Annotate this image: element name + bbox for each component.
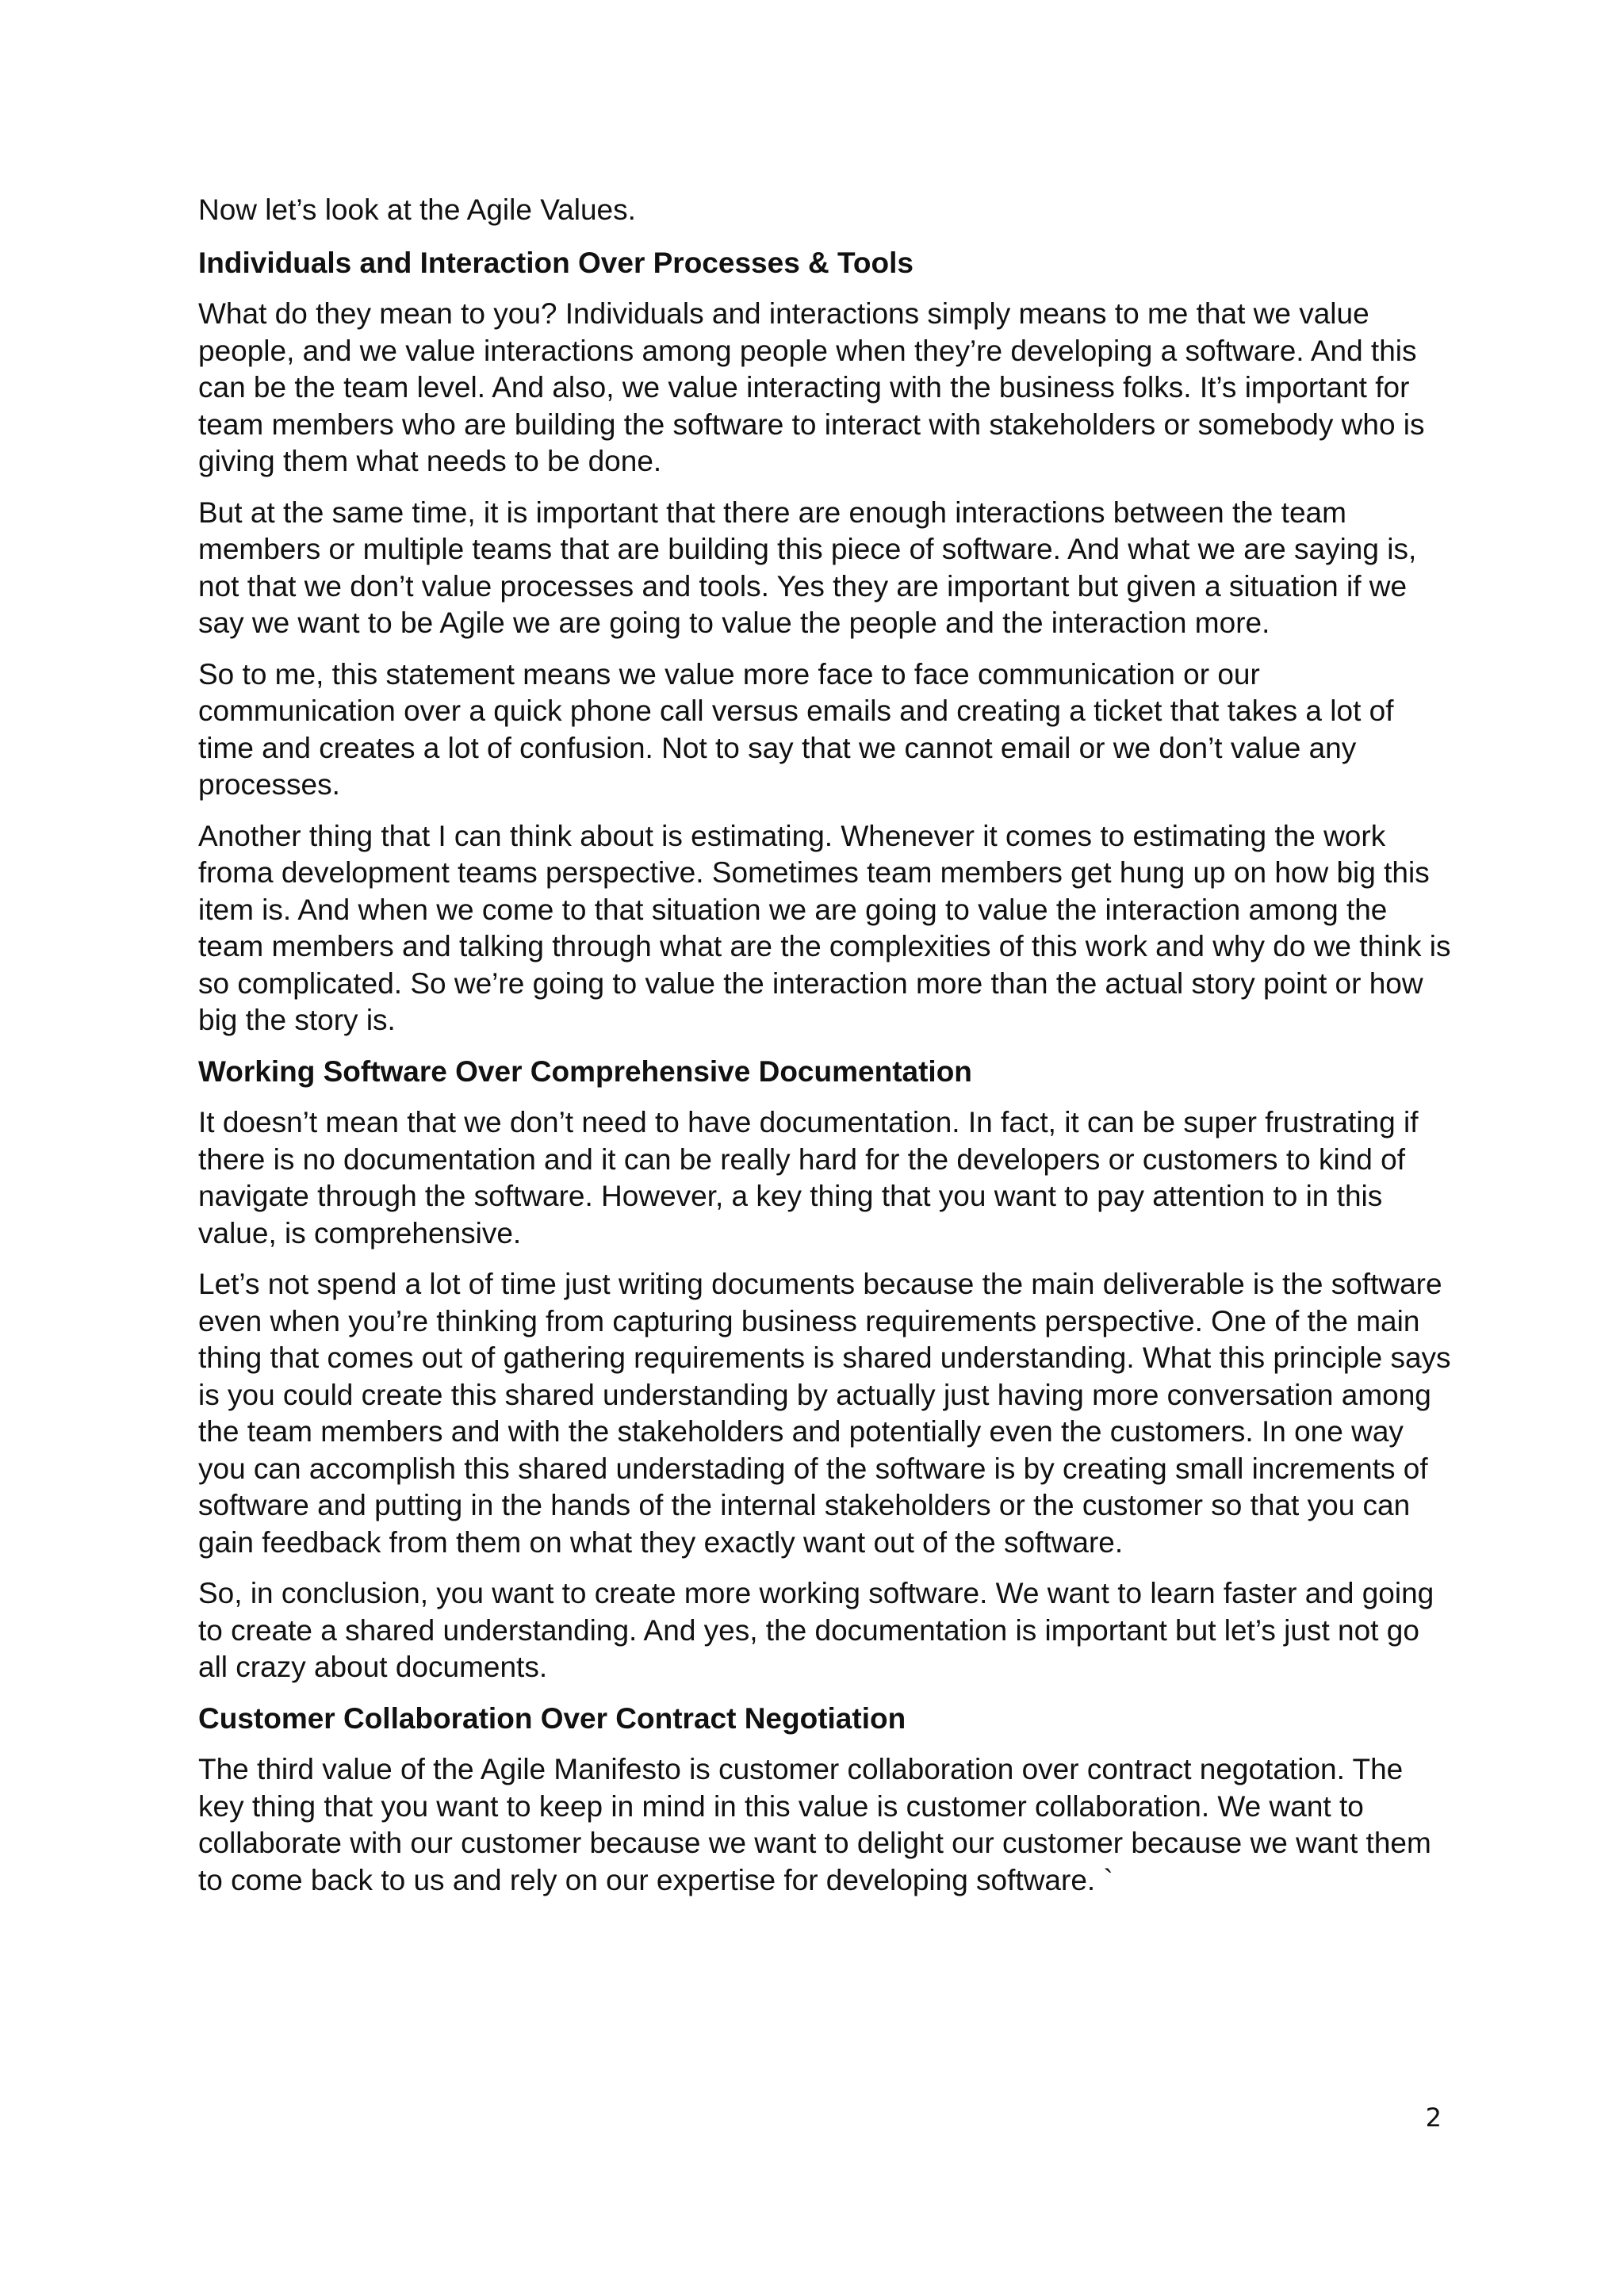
- page-body: [198, 192, 1451, 1913]
- section-heading-working-software: Working Software Over Comprehensive Documentation: [198, 1054, 972, 1088]
- intro-paragraph: Now let’s look at the Agile Values.: [198, 193, 636, 226]
- section-paragraph: The third value of the Agile Manifesto is customer collaboration over contract negotation. The key thing that you want to keep in mind in this value is customer collaboration. We want to collaborate with our customer because we want to delight our customer because we want them to come back to us and rely on our expertise for developing software. `: [198, 1753, 1431, 1896]
- section-paragraph: What do they mean to you? Individuals and interactions simply means to me that we value people, and we value interactions among people when they’re developing a software. And this can be the team level. And also, we value interacting with the business folks. It’s important for team members who are building the software to interact with stakeholders or somebody who is giving them what needs to be done.: [198, 297, 1425, 477]
- section-paragraph: Another thing that I can think about is estimating. Whenever it comes to estimating the work froma development teams perspective. Sometimes team members get hung up on how big this item is. And when we come to that situation we are going to value the interaction among the team members and talking through what are the complexities of this work and why do we think is so complicated. So we’re going to value the interaction more than the actual story point or how big the story is.: [198, 819, 1451, 1036]
- section-heading-individuals: Individuals and Interaction Over Processes & Tools: [198, 246, 914, 279]
- section-heading-customer-collaboration: Customer Collaboration Over Contract Negotiation: [198, 1701, 906, 1735]
- page-number: 2: [1425, 2103, 1442, 2133]
- section-paragraph: But at the same time, it is important that there are enough interactions between the team members or multiple teams that are building this piece of software. And what we are saying is, not that we don’t value processes and tools. Yes they are important but given a situation if we say we want to be Agile we are going to value the people and the interaction more.: [198, 496, 1417, 639]
- section-paragraph: It doesn’t mean that we don’t need to have documentation. In fact, it can be super frustrating if there is no documentation and it can be really hard for the developers or customers to kind of navigate through the software. However, a key thing that you want to pay attention to in this value, is comprehensive.: [198, 1106, 1419, 1249]
- section-paragraph: So to me, this statement means we value more face to face communication or our communication over a quick phone call versus emails and creating a ticket that takes a lot of time and creates a lot of confusion. Not to say that we cannot email or we don’t value any processes.: [198, 657, 1394, 801]
- section-paragraph: So, in conclusion, you want to create more working software. We want to learn faster and going to create a shared understanding. And yes, the documentation is important but let’s just not go all crazy about documents.: [198, 1577, 1434, 1683]
- section-paragraph: Let’s not spend a lot of time just writing documents because the main deliverable is the software even when you’re thinking from capturing business requirements perspective. One of the main thing that comes out of gathering requirements is shared understanding. What this principle says is you could create this shared understanding by actually just having more conversation among the team members and with the stakeholders and potentially even the customers. In one way you can accomplish this shared understading of the software is by creating small increments of software and putting in the hands of the internal stakeholders or the customer so that you can gain feedback from them on what they exactly want out of the software.: [198, 1268, 1451, 1559]
